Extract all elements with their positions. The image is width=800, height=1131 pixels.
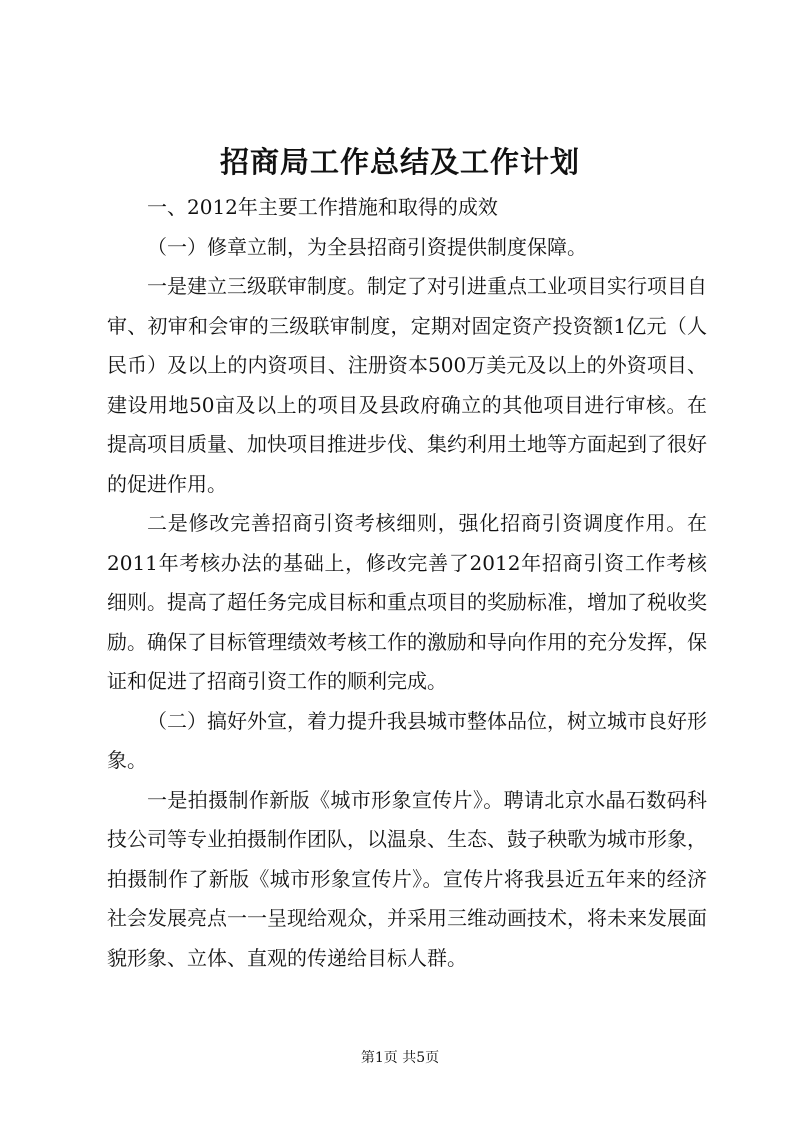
section-heading: 一、2012年主要工作措施和取得的成效 <box>147 195 498 219</box>
page-number-footer: 第1页 共5页 <box>360 1050 440 1066</box>
subsection-heading: （一）修章立制，为全县招商引资提供制度保障。 <box>147 234 587 259</box>
document-title: 招商局工作总结及工作计划 <box>219 145 580 179</box>
document-body <box>107 188 707 978</box>
body-paragraph: 一是建立三级联审制度。制定了对引进重点工业项目实行项目自审、初审和会审的三级联审制度，定期对固定资产投资额1亿元（人民币）及以上的内资项目、注册资本500万美元及以上的外资项目、建设用地50亩及以上的项目及县政府确立的其他项目进行审核。在提高项目质量、加快项目推进步伐、集约利用土地等方面起到了很好的促进作用。 <box>107 274 707 496</box>
body-paragraph: 一是拍摄制作新版《城市形象宣传片》。聘请北京水晶石数码科技公司等专业拍摄制作团队，以温泉、生态、鼓子秧歌为城市形象，拍摄制作了新版《城市形象宣传片》。宣传片将我县近五年来的经济社会发展亮点一一呈现给观众，并采用三维动画技术，将未来发展面貌形象、立体、直观的传递给目标人群。 <box>107 787 707 970</box>
body-paragraph: 二是修改完善招商引资考核细则，强化招商引资调度作用。在2011年考核办法的基础上，修改完善了2012年招商引资工作考核细则。提高了超任务完成目标和重点项目的奖励标准，增加了税收奖励。确保了目标管理绩效考核工作的激励和导向作用的充分发挥，保证和促进了招商引资工作的顺利完成。 <box>107 511 707 693</box>
subsection-heading: （二）搞好外宣，着力提升我县城市整体品位，树立城市良好形象。 <box>107 708 707 772</box>
